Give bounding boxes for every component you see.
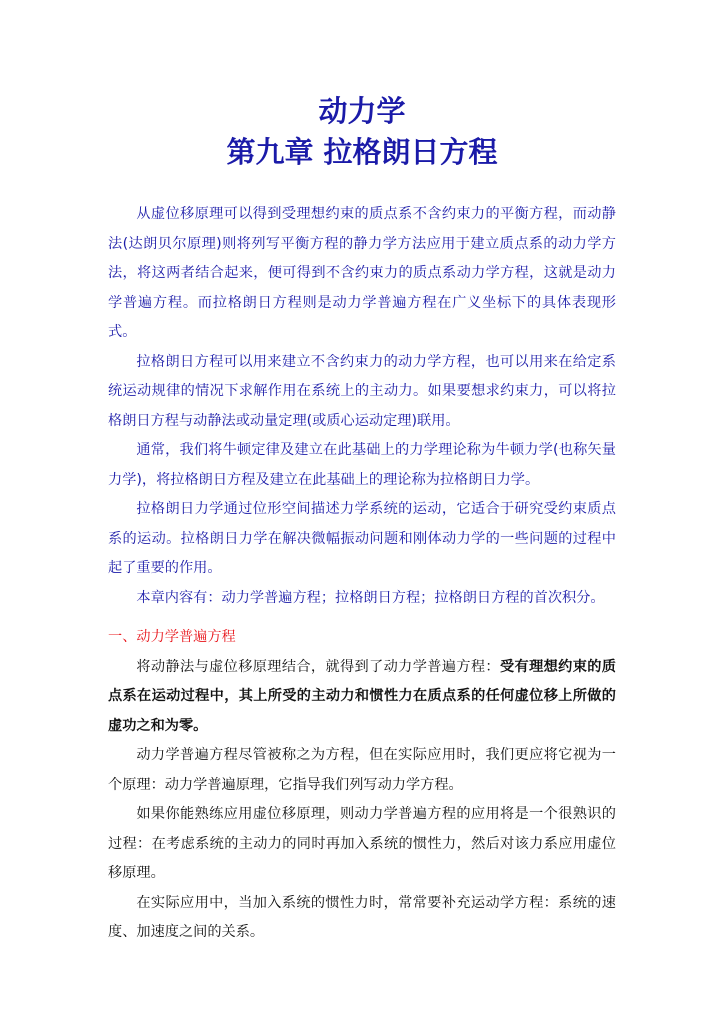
paragraph-lead: 将动静法与虚位移原理结合，就得到了动力学普遍方程： <box>136 658 500 675</box>
intro-paragraph: 通常，我们将牛顿定律及建立在此基础上的力学理论称为牛顿力学(也称矢量力学)，将拉格朗日方程及建立在此基础上的理论称为拉格朗日力学。 <box>108 442 616 488</box>
emphasized-principle: 受有理想约束的质点系在运动过程中，其上所受的主动力和惯性力在质点系的任何虚位移上所做的虚功之和为零。 <box>108 658 616 734</box>
intro-paragraph: 本章内容有：动力学普遍方程；拉格朗日方程；拉格朗日方程的首次积分。 <box>136 589 605 606</box>
chapter-introduction <box>108 200 616 613</box>
book-title: 动力学 <box>318 94 406 128</box>
section-paragraph <box>108 653 616 742</box>
section-paragraph: 在实际应用中，当加入系统的惯性力时，常常要补充运动学方程：系统的速度、加速度之间的关系。 <box>108 894 616 940</box>
intro-paragraph: 从虚位移原理可以得到受理想约束的质点系不含约束力的平衡方程，而动静法(达朗贝尔原理)则将列写平衡方程的静力学方法应用于建立质点系的动力学方法，将这两者结合起来，便可得到不含约束力的质点系动力学方程，这就是动力学普遍方程。而拉格朗日方程则是动力学普遍方程在广义坐标下的具体表现形式。 <box>108 206 616 340</box>
section-paragraph: 动力学普遍方程尽管被称之为方程，但在实际应用时，我们更应将它视为一个原理：动力学普遍原理，它指导我们列写动力学方程。 <box>108 747 616 793</box>
section-1 <box>108 623 616 948</box>
intro-paragraph: 拉格朗日方程可以用来建立不含约束力的动力学方程，也可以用来在给定系统运动规律的情况下求解作用在系统上的主动力。如果要想求约束力，可以将拉格朗日方程与动静法或动量定理(或质心运动定理)联用。 <box>108 353 616 429</box>
section-heading: 一、动力学普遍方程 <box>108 629 236 645</box>
section-paragraph: 如果你能熟练应用虚位移原理，则动力学普遍方程的应用将是一个很熟识的过程：在考虑系统的主动力的同时再加入系统的惯性力，然后对该力系应用虚位移原理。 <box>108 806 616 881</box>
intro-paragraph: 拉格朗日力学通过位形空间描述力学系统的运动，它适合于研究受约束质点系的运动。拉格朗日力学在解决微幅振动问题和刚体动力学的一些问题的过程中起了重要的作用。 <box>108 501 616 576</box>
chapter-title: 第九章 拉格朗日方程 <box>226 135 498 169</box>
